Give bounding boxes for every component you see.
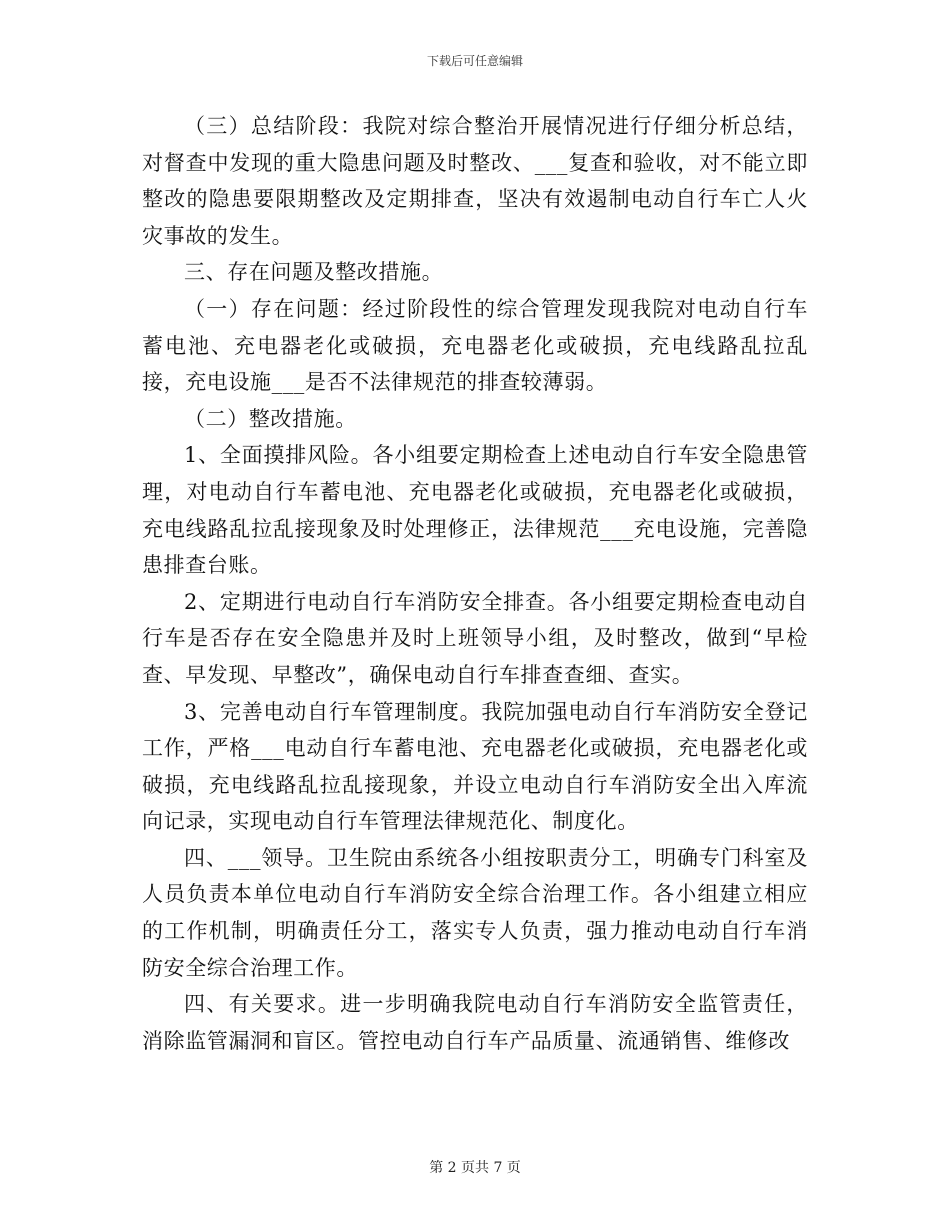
page-footer: 第 2 页共 7 页 — [429, 1160, 521, 1176]
subheading-rectification: （二）整改措施。 — [184, 406, 357, 431]
page-header: 下载后可任意编辑 — [426, 54, 523, 68]
paragraph-measure-2: 2、定期进行电动自行车消防安全排查。各小组要定期检查电动自行车是否存在安全隐患并及时上班领导小组，及时整改，做到“早检查、早发现、早整改”，确保电动自行车排查查细、查实。 — [142, 589, 808, 687]
section-heading-problems: 三、存在问题及整改措施。 — [184, 260, 444, 285]
paragraph-requirements: 四、有关要求。进一步明确我院电动自行车消防安全监管责任，消除监管漏洞和盲区。管控电动自行车产品质量、流通销售、维修改 — [142, 992, 808, 1053]
document-body — [142, 108, 808, 1059]
paragraph-measure-3: 3、完善电动自行车管理制度。我院加强电动自行车消防安全登记工作，严格___电动自行车蓄电池、充电器老化或破损，充电器老化或破损，充电线路乱拉乱接现象，并设立电动自行车消防安全出入库流向记录，实现电动自行车管理法律规范化、制度化。 — [142, 699, 808, 834]
paragraph-leadership: 四、___领导。卫生院由系统各小组按职责分工，明确专门科室及人员负责本单位电动自行车消防安全综合治理工作。各小组建立相应的工作机制，明确责任分工，落实专人负责，强力推动电动自行车消防安全综合治理工作。 — [142, 845, 808, 980]
paragraph-measure-1: 1、全面摸排风险。各小组要定期检查上述电动自行车安全隐患管理，对电动自行车蓄电池、充电器老化或破损，充电器老化或破损，充电线路乱拉乱接现象及时处理修正，法律规范___充电设施，完善隐患排查台账。 — [142, 443, 808, 578]
paragraph-summary-stage: （三）总结阶段：我院对综合整治开展情况进行仔细分析总结，对督查中发现的重大隐患问题及时整改、___复查和验收，对不能立即整改的隐患要限期整改及定期排查，坚决有效遏制电动自行车亡人火灾事故的发生。 — [142, 114, 808, 248]
paragraph-existing-problems: （一）存在问题：经过阶段性的综合管理发现我院对电动自行车蓄电池、充电器老化或破损，充电器老化或破损，充电线路乱拉乱接，充电设施___是否不法律规范的排查较薄弱。 — [142, 296, 808, 395]
